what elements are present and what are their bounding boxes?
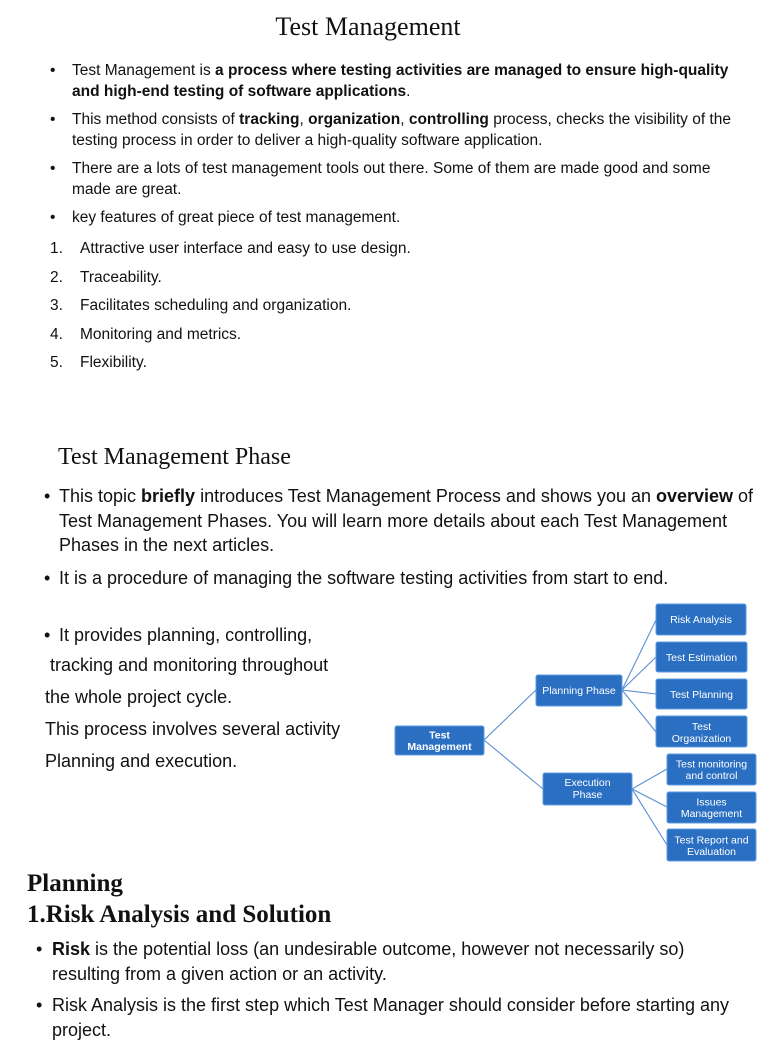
node-execution-phase — [543, 773, 632, 805]
risk-bullet-first-step — [36, 993, 751, 1042]
node-test-organization — [656, 716, 747, 747]
phase-text-line: tracking and monitoring throughout — [45, 655, 329, 675]
text-run: This topic — [59, 486, 142, 506]
section-title-test-management-phase: Test Management Phase — [58, 444, 291, 470]
item-text: Traceability. — [80, 268, 162, 286]
connector-root-planning — [484, 690, 536, 740]
text-run: , — [299, 111, 309, 128]
node-label: Test Planning — [669, 689, 734, 701]
planning-heading: Planning — [27, 870, 123, 897]
node-label: Test Report and Evaluation — [674, 834, 749, 858]
bullet-dot: • — [44, 486, 51, 506]
node-label: Issues Management — [680, 796, 743, 820]
phase-text-line: the whole project cycle. — [45, 687, 233, 707]
node-issues-management — [667, 792, 756, 823]
phase-text-line: Planning and execution. — [45, 751, 238, 771]
connector-root-execution — [484, 740, 543, 789]
text-run: process, checks the visibility of the testing process in order to deliver a high-quality software application. — [72, 111, 731, 149]
item-text: Facilitates scheduling and organization. — [80, 297, 352, 315]
bold-text: overview — [656, 486, 734, 506]
bullet-dot: • — [36, 995, 43, 1015]
bullet-dot: • — [44, 625, 51, 645]
node-label: Planning Phase — [542, 685, 616, 697]
diagram-connectors — [484, 620, 667, 845]
text-run: This method consists of — [72, 111, 240, 128]
text-run: Test Management is — [72, 62, 216, 79]
bold-text: controlling — [408, 111, 489, 128]
bullet-dot: • — [36, 939, 43, 959]
bullet-text: It provides planning, controlling, — [59, 625, 313, 645]
node-planning-phase — [536, 675, 622, 706]
node-risk-analysis — [656, 604, 746, 635]
phase-text-line: This process involves several activity — [45, 719, 341, 739]
section-title-planning — [27, 868, 331, 930]
node-label: Test Organization — [671, 721, 732, 745]
text-run: , — [400, 111, 409, 128]
item-number: 5. — [50, 354, 63, 372]
item-number: 3. — [50, 297, 63, 315]
item-number: 1. — [50, 240, 63, 257]
text-run: There are a lots of test management tools out there. Some of them are made good and some made are great. — [72, 160, 711, 198]
bullet-text: It is a procedure of managing the software testing activities from start to end. — [59, 568, 669, 588]
node-label: Test Estimation — [665, 652, 738, 664]
item-text: Attractive user interface and easy to use design. — [80, 240, 411, 257]
bold-text: tracking — [239, 111, 300, 128]
node-test-management — [395, 726, 484, 755]
bold-text: briefly — [141, 486, 196, 506]
bullet-dot: • — [44, 568, 51, 588]
node-label: Test Management — [407, 729, 472, 753]
connector-execution-monitoring — [632, 769, 667, 789]
bullet-text: Risk Analysis is the first step which Test Manager should consider before starting any project. — [52, 995, 729, 1040]
node-test-monitoring — [667, 754, 756, 785]
connector-planning-risk — [622, 620, 656, 690]
connector-planning-organization — [622, 690, 656, 732]
node-test-estimation — [656, 642, 747, 672]
bold-text: organization — [308, 111, 401, 128]
item-number: 2. — [50, 268, 63, 286]
bold-text: a process where testing activities are managed to ensure high-quality and high-end testing of software applications — [72, 62, 729, 100]
text-run: of Test Management Phases. You will learn more details about each Test Management Phases in the next articles. — [59, 486, 754, 555]
section-title-test-management: Test Management — [275, 12, 461, 41]
connector-planning-test-planning — [622, 690, 656, 694]
text-run: key features of great piece of test management. — [72, 209, 401, 226]
node-label: Risk Analysis — [670, 614, 732, 626]
item-text: Monitoring and metrics. — [80, 325, 242, 343]
connector-planning-estimation — [622, 657, 656, 690]
risk-analysis-subheading: 1.Risk Analysis and Solution — [27, 901, 332, 928]
node-test-planning — [656, 679, 747, 709]
risk-bullet-definition — [36, 937, 751, 986]
bullet-text — [36, 937, 751, 986]
node-label: Execution Phase — [564, 777, 611, 801]
bold-text: Risk — [52, 939, 91, 959]
text-run: introduces Test Management Process and shows you an — [195, 486, 656, 506]
text-run: . — [406, 83, 411, 100]
text-run: is the potential loss (an undesirable outcome, however not necessarily so) resulting from a given action or an activity. — [52, 939, 685, 984]
item-text: Flexibility. — [80, 354, 147, 372]
node-test-report — [667, 829, 756, 861]
item-number: 4. — [50, 325, 63, 343]
node-label: Test monitoring and control — [675, 758, 748, 782]
